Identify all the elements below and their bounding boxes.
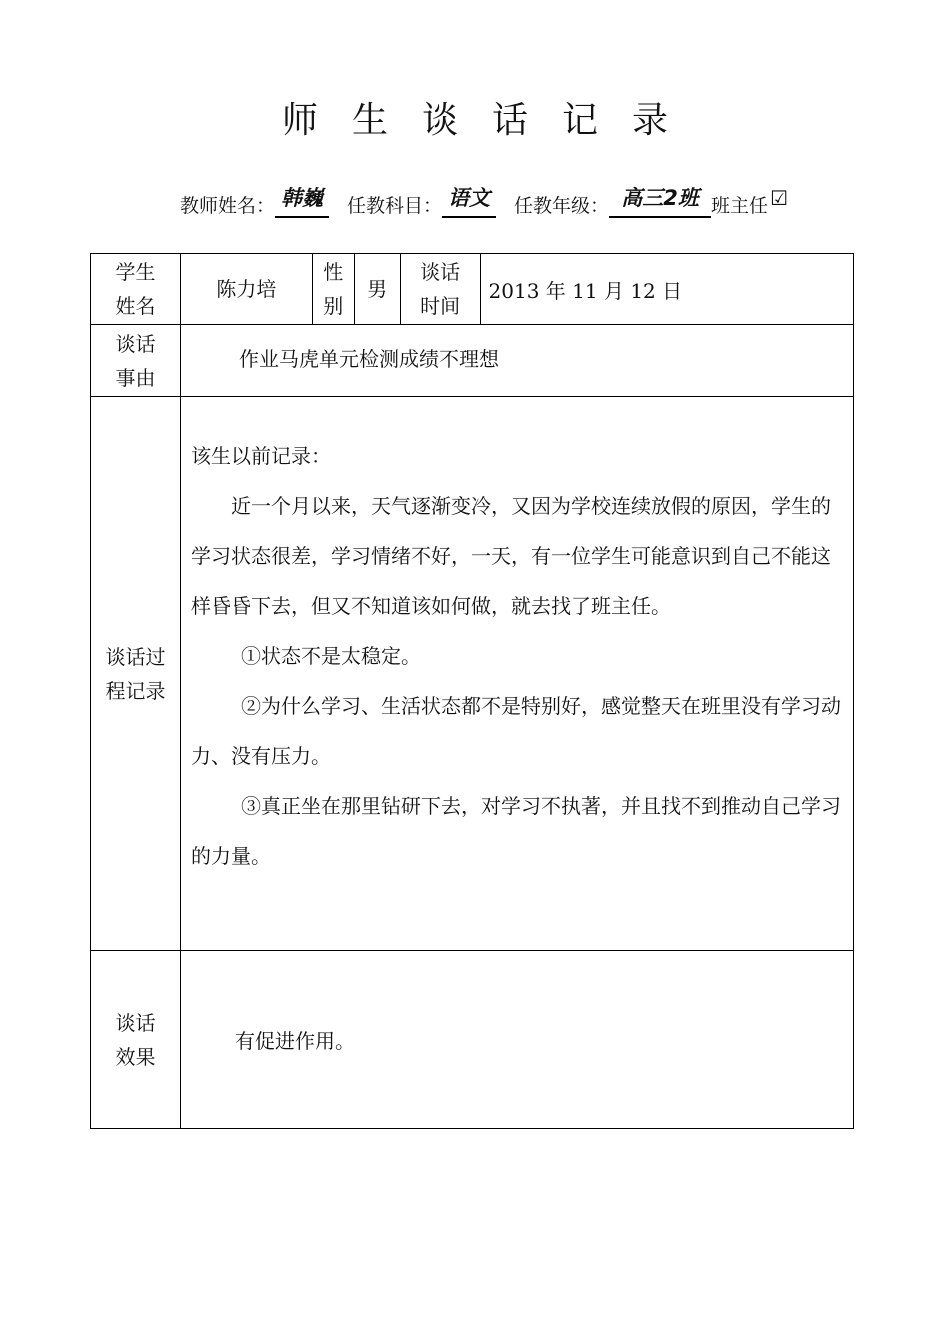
student-name-value: 陈力培 — [180, 254, 312, 325]
effect-label: 谈话效果 — [91, 951, 181, 1129]
table-row — [91, 397, 854, 951]
conversation-record-table — [90, 253, 854, 1129]
process-record — [180, 397, 853, 951]
table-row — [91, 951, 854, 1129]
effect-value: 有促进作用。 — [180, 951, 853, 1129]
process-label: 谈话过程记录 — [91, 397, 181, 951]
reason-value: 作业马虎单元检测成绩不理想 — [180, 325, 853, 397]
head-teacher-label: 班主任 — [711, 195, 769, 217]
page-title: 师生谈话记录 — [281, 100, 702, 141]
conversation-time-label: 谈话时间 — [400, 254, 480, 325]
teacher-name-label: 教师姓名： — [180, 195, 276, 217]
conversation-time-value: 2013 年 11 月 12 日 — [480, 254, 853, 325]
table-row — [91, 325, 854, 397]
subject-value: 语文 — [442, 182, 496, 218]
process-item-2: ②为什么学习、生活状态都不是特别好，感觉整天在班里没有学习动力、没有压力。 — [190, 694, 841, 768]
process-heading: 该生以前记录： — [190, 444, 331, 468]
process-item-3: ③真正坐在那里钻研下去，对学习不执著，并且找不到推动自己学习的力量。 — [190, 794, 841, 868]
teacher-info-line — [180, 182, 788, 218]
process-paragraph: 近一个月以来，天气逐渐变冷，又因为学校连续放假的原因，学生的学习状态很差，学习情绪不好，一天，有一位学生可能意识到自己不能这样昏昏下去，但又不知道该如何做，就去找了班主任。 — [190, 494, 831, 618]
subject-label: 任教科目： — [347, 195, 443, 217]
checkbox-checked-icon: ☑ — [770, 186, 788, 210]
teacher-name-value: 韩巍 — [275, 182, 329, 218]
process-item-1: ①状态不是太稳定。 — [240, 644, 421, 668]
gender-value: 男 — [354, 254, 400, 325]
table-row — [91, 254, 854, 325]
grade-value: 高三2班 — [609, 182, 711, 218]
student-name-label: 学生姓名 — [91, 254, 181, 325]
gender-label: 性别 — [312, 254, 354, 325]
reason-label: 谈话事由 — [91, 325, 181, 397]
grade-label: 任教年级： — [514, 195, 610, 217]
